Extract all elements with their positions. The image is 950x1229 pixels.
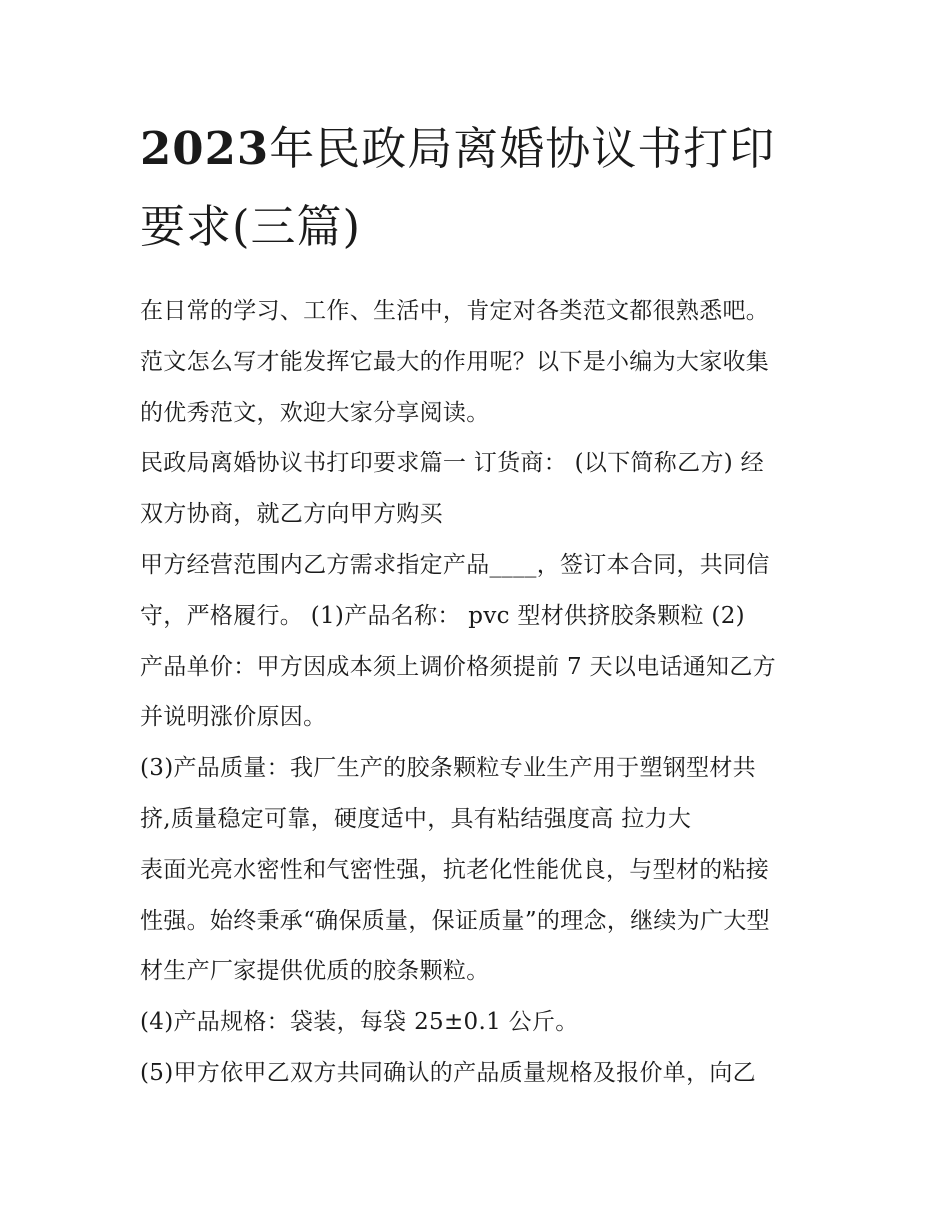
title-line-1-text: 年民政局离婚协议书打印 [269, 122, 776, 175]
document-body [140, 286, 820, 1099]
body-line: 民政局离婚协议书打印要求篇一 订货商： (以下简称乙方) 经 [140, 450, 764, 477]
document-page [140, 110, 820, 1099]
body-line: 材生产厂家提供优质的胶条颗粒。 [140, 958, 490, 985]
body-line: (5)甲方依甲乙双方共同确认的产品质量规格及报价单，向乙 [140, 1059, 756, 1086]
body-line: 并说明涨价原因。 [140, 704, 327, 731]
title-year: 2023 [140, 122, 270, 175]
body-line: 守，严格履行。 (1)产品名称： pvc 型材供挤胶条颗粒 (2) [140, 602, 745, 629]
body-line: 产品单价：甲方因成本须上调价格须提前 7 天以电话通知乙方 [140, 653, 776, 680]
body-line: 甲方经营范围内乙方需求指定产品____，签订本合同，共同信 [140, 551, 770, 578]
title-line-1 [140, 110, 820, 188]
body-line: 的优秀范文，欢迎大家分享阅读。 [140, 399, 490, 426]
body-line: 挤,质量稳定可靠，硬度适中，具有粘结强度高 拉力大 [140, 805, 692, 832]
body-line: (4)产品规格：袋装，每袋 25±0.1 公斤。 [140, 1009, 579, 1036]
body-line: (3)产品质量：我厂生产的胶条颗粒专业生产用于塑钢型材共 [140, 755, 756, 782]
body-line: 性强。始终秉承“确保质量，保证质量”的理念，继续为广大型 [140, 907, 770, 934]
title-line-2: 要求(三篇) [140, 200, 362, 253]
document-title [140, 110, 820, 266]
body-line: 范文怎么写才能发挥它最大的作用呢？以下是小编为大家收集 [140, 348, 770, 375]
body-line: 双方协商，就乙方向甲方购买 [140, 501, 443, 528]
body-line: 在日常的学习、工作、生活中，肯定对各类范文都很熟悉吧。 [140, 298, 770, 324]
body-line: 表面光亮水密性和气密性强，抗老化性能优良，与型材的粘接 [140, 856, 770, 883]
